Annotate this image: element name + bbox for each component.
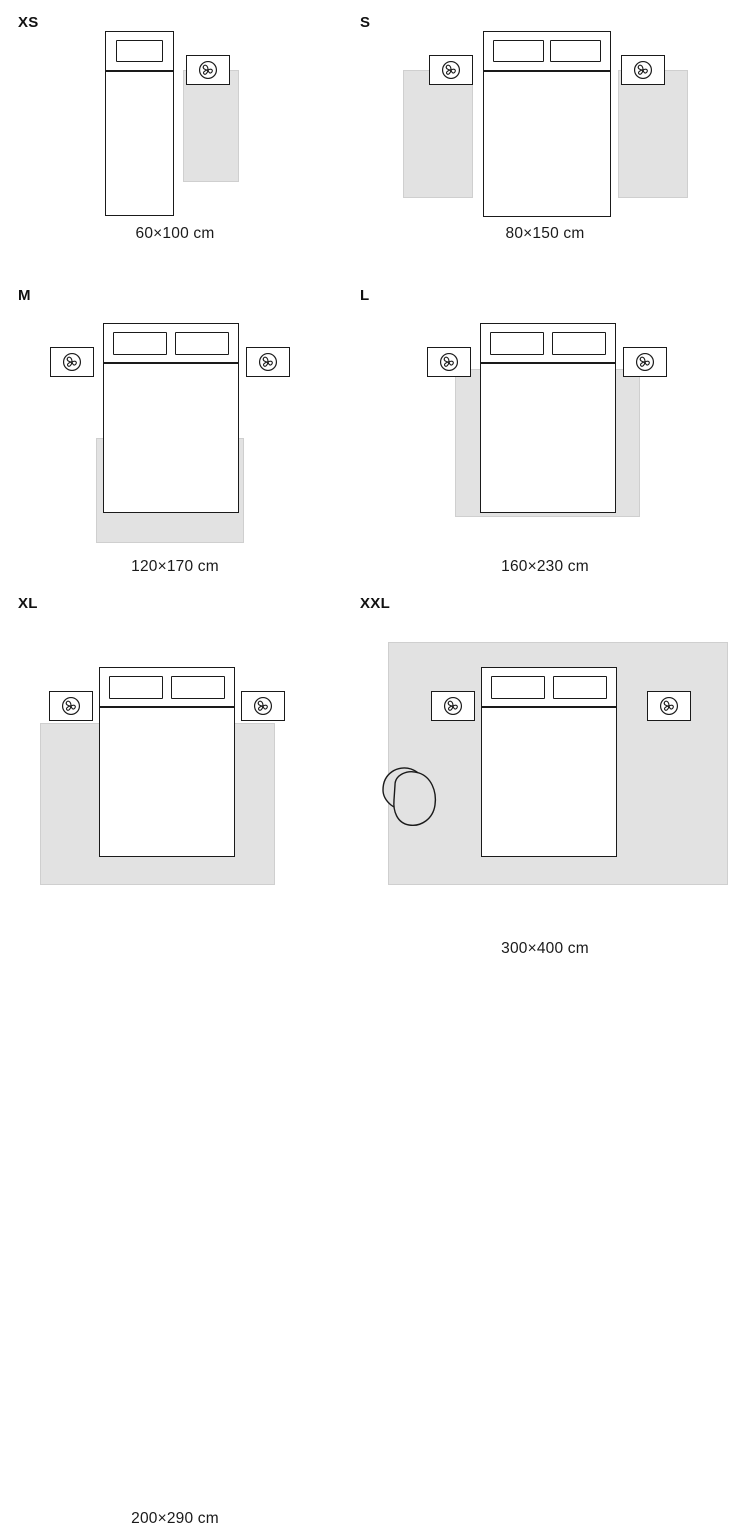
- lamp-icon: [632, 59, 654, 81]
- nightstand: [647, 691, 691, 721]
- lamp-icon: [257, 351, 279, 373]
- pillow: [552, 332, 606, 355]
- size-label-xl: XL: [18, 595, 38, 612]
- dimension-label-xxl: 300×400 cm: [501, 940, 589, 957]
- diagram-l: [350, 305, 740, 540]
- size-label-xs: XS: [18, 14, 39, 31]
- pillow: [116, 40, 163, 62]
- size-label-l: L: [360, 287, 370, 304]
- size-card-s: [350, 0, 740, 260]
- dimension-label-l: 160×230 cm: [501, 558, 589, 575]
- diagram-xxl: [350, 630, 740, 905]
- nightstand: [246, 347, 290, 377]
- diagram-m: [0, 305, 350, 540]
- dimension-label-xs: 60×100 cm: [135, 225, 215, 242]
- size-card-xs: [0, 0, 350, 260]
- lamp-icon: [61, 351, 83, 373]
- dimension-label-s: 80×150 cm: [505, 225, 585, 242]
- pillow: [490, 332, 544, 355]
- nightstand: [49, 691, 93, 721]
- nightstand: [241, 691, 285, 721]
- pillow: [550, 40, 601, 62]
- pillow: [491, 676, 545, 699]
- lamp-icon: [440, 59, 462, 81]
- bed: [481, 707, 617, 857]
- lamp-icon: [252, 695, 274, 717]
- nightstand: [186, 55, 230, 85]
- size-card-xl: [0, 585, 350, 1527]
- lamp-icon: [60, 695, 82, 717]
- nightstand: [621, 55, 665, 85]
- nightstand: [623, 347, 667, 377]
- nightstand: [431, 691, 475, 721]
- bed: [103, 363, 239, 513]
- rug-shape: [403, 70, 473, 198]
- nightstand: [50, 347, 94, 377]
- size-label-m: M: [18, 287, 31, 304]
- diagram-xl: [0, 630, 350, 905]
- bed: [480, 363, 616, 513]
- size-card-xxl: [350, 585, 740, 960]
- bed: [483, 71, 611, 217]
- pillow: [493, 40, 544, 62]
- lamp-icon: [438, 351, 460, 373]
- pillow: [113, 332, 167, 355]
- pillow: [553, 676, 607, 699]
- size-card-m: [0, 275, 350, 585]
- nightstand: [429, 55, 473, 85]
- size-label-s: S: [360, 14, 371, 31]
- size-label-xxl: XXL: [360, 595, 391, 612]
- bed: [105, 71, 174, 216]
- bed: [99, 707, 235, 857]
- chair-icon: [365, 755, 455, 840]
- size-card-l: [350, 275, 740, 585]
- pillow: [175, 332, 229, 355]
- pillow: [171, 676, 225, 699]
- pillow: [109, 676, 163, 699]
- dimension-label-m: 120×170 cm: [131, 558, 219, 575]
- lamp-icon: [197, 59, 219, 81]
- nightstand: [427, 347, 471, 377]
- rug-shape: [183, 70, 239, 182]
- lamp-icon: [442, 695, 464, 717]
- diagram-s: [350, 26, 740, 201]
- rug-shape: [618, 70, 688, 198]
- dimension-label-xl: 200×290 cm: [131, 1510, 219, 1527]
- lamp-icon: [658, 695, 680, 717]
- lamp-icon: [634, 351, 656, 373]
- diagram-xs: [0, 26, 350, 196]
